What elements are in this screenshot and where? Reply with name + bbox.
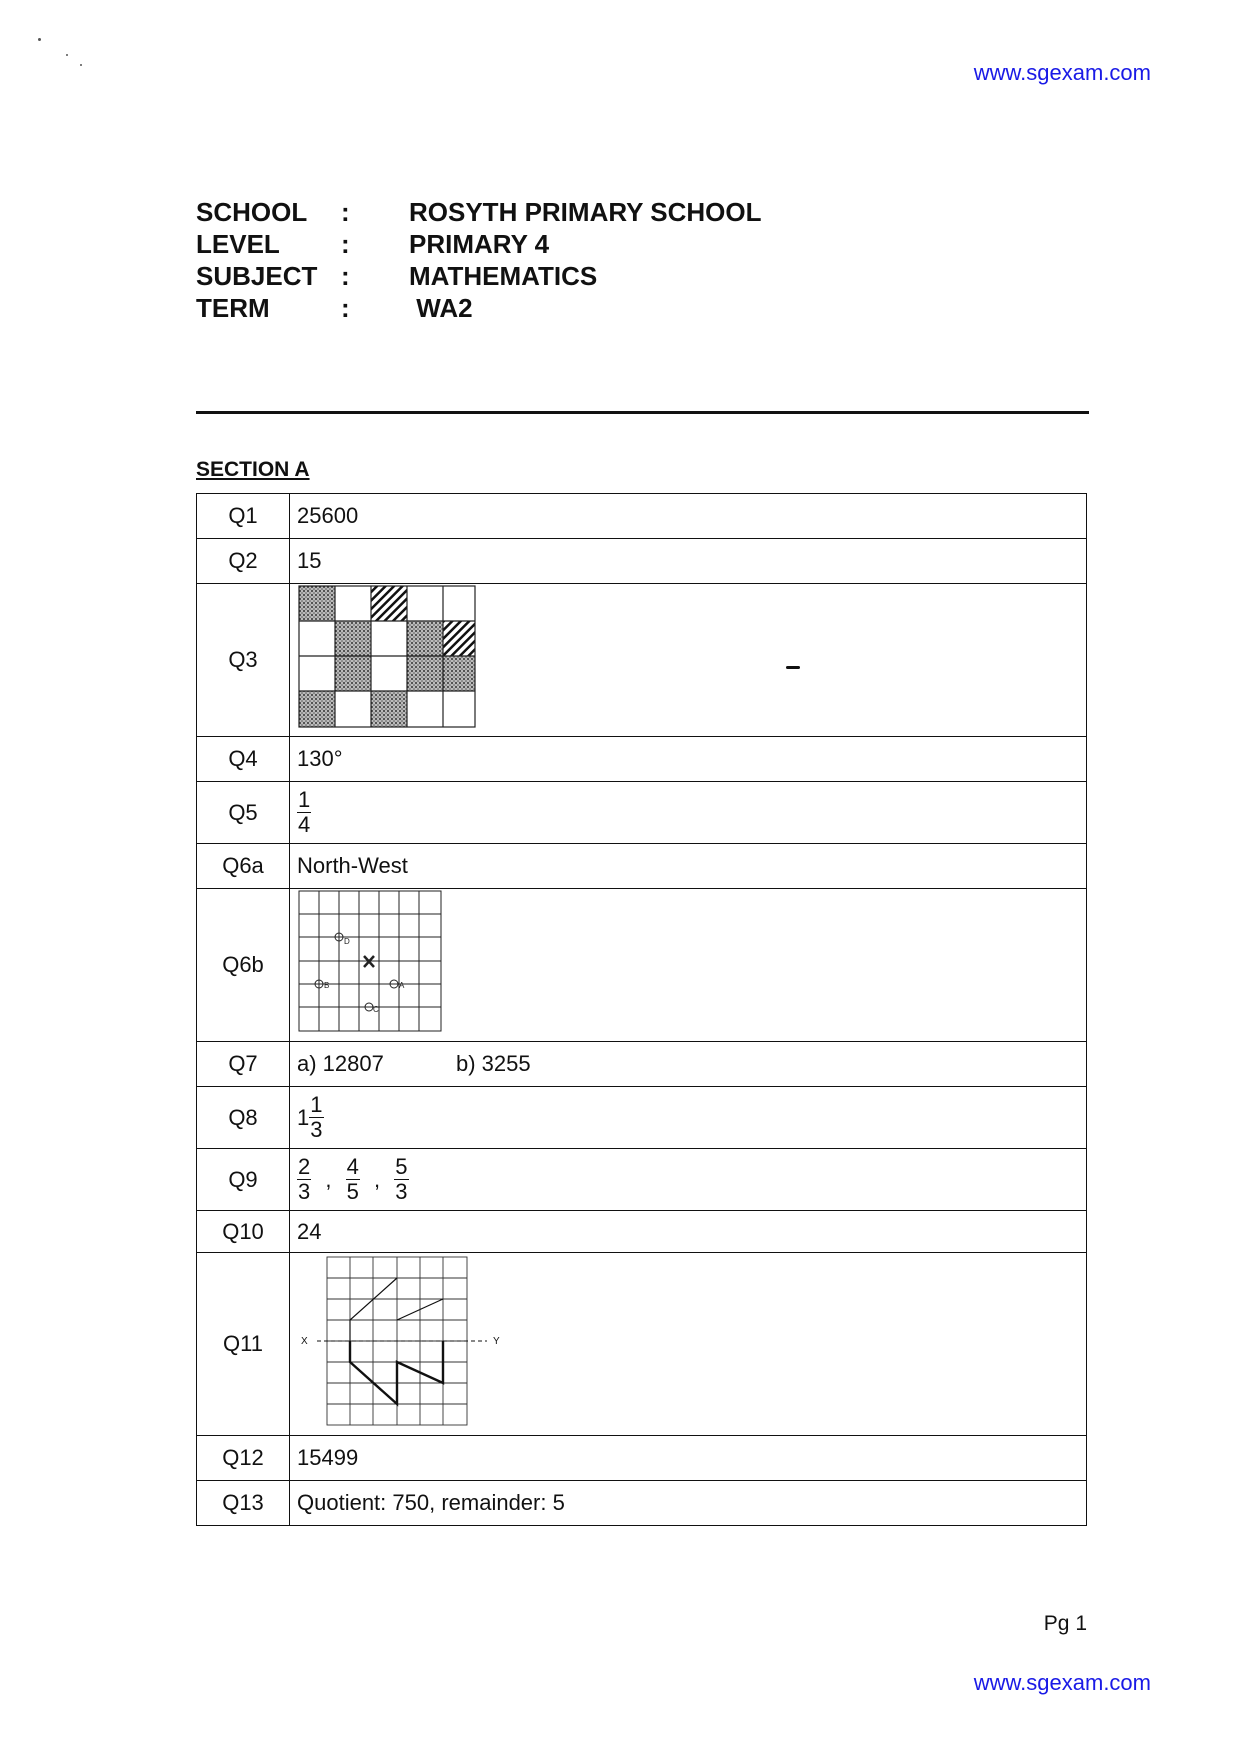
header-row-school (196, 196, 761, 228)
question-number: Q13 (197, 1481, 290, 1526)
header-row-level (196, 228, 761, 260)
fraction (309, 1093, 323, 1142)
table-row (197, 1253, 1087, 1436)
fraction-denominator: 5 (346, 1179, 359, 1204)
fraction (297, 788, 311, 837)
header-row-subject (196, 260, 761, 292)
table-row (197, 844, 1087, 889)
fraction-numerator: 1 (310, 1092, 323, 1117)
answer-text: Quotient: 750, remainder: 5 (290, 1481, 1087, 1526)
header-colon: : (341, 293, 350, 323)
fraction-denominator: 3 (310, 1117, 323, 1142)
section-title: SECTION A (196, 458, 310, 481)
fraction-numerator: 2 (298, 1154, 311, 1179)
answer-cell (290, 1253, 1087, 1436)
fraction-numerator: 4 (346, 1154, 359, 1179)
answer-text: 130° (290, 737, 1087, 782)
question-number: Q1 (197, 494, 290, 539)
answer-text: 24 (290, 1211, 1087, 1253)
table-row (197, 1149, 1087, 1211)
question-number: Q2 (197, 539, 290, 584)
question-number: Q9 (197, 1149, 290, 1211)
question-number: Q7 (197, 1042, 290, 1087)
question-number: Q11 (197, 1253, 290, 1436)
website-link-top[interactable]: www.sgexam.com (973, 60, 1151, 85)
answer-text: 15 (290, 539, 1087, 584)
question-number: Q6a (197, 844, 290, 889)
answer-cell (290, 1149, 1087, 1211)
fraction-numerator: 1 (298, 787, 311, 812)
answer-text: North-West (290, 844, 1087, 889)
header-colon: : (341, 197, 350, 227)
fraction-numerator: 5 (395, 1154, 408, 1179)
answer-cell (290, 782, 1087, 844)
answer-table (196, 493, 1087, 1526)
fraction-denominator: 4 (298, 812, 311, 837)
grid-point-label: A (399, 981, 405, 990)
table-row (197, 737, 1087, 782)
table-row (197, 539, 1087, 584)
position-grid-figure (297, 889, 445, 1035)
answer-cell (290, 1042, 1087, 1087)
table-row (197, 1481, 1087, 1526)
header-key: TERM (196, 293, 270, 323)
scan-speck (38, 38, 41, 41)
separator: , (325, 1166, 332, 1192)
grid-point-label: D (344, 937, 350, 946)
table-row (197, 584, 1087, 737)
header-value: PRIMARY 4 (409, 229, 550, 259)
mixed-number-whole: 1 (297, 1104, 310, 1130)
answer-cell (290, 584, 1087, 737)
question-number: Q10 (197, 1211, 290, 1253)
fraction (297, 1155, 311, 1204)
question-number: Q5 (197, 782, 290, 844)
header-colon: : (341, 229, 350, 259)
table-row (197, 1042, 1087, 1087)
table-row (197, 494, 1087, 539)
mixed-number (297, 1093, 324, 1142)
header-key: LEVEL (196, 229, 280, 259)
header-key: SUBJECT (196, 261, 318, 291)
axis-label-x: X (301, 1336, 308, 1347)
answer-part-a: a) 12807 (297, 1051, 384, 1076)
grid-point-label: B (324, 981, 330, 990)
answer-text: 15499 (290, 1436, 1087, 1481)
answer-text: 25600 (290, 494, 1087, 539)
answer-cell (290, 889, 1087, 1042)
scan-speck (66, 54, 68, 56)
table-row (197, 1436, 1087, 1481)
shaded-grid-figure (297, 584, 477, 730)
scan-speck (80, 64, 82, 66)
scan-speck (786, 666, 800, 669)
symmetry-grid-figure (297, 1253, 517, 1429)
exam-header (196, 196, 761, 324)
header-value: MATHEMATICS (409, 261, 598, 291)
separator: , (374, 1166, 381, 1192)
grid-point-label: C (373, 1005, 379, 1014)
website-link-bottom[interactable]: www.sgexam.com (973, 1670, 1151, 1695)
header-colon: : (341, 261, 350, 291)
header-divider (196, 411, 1089, 414)
question-number: Q4 (197, 737, 290, 782)
fraction (346, 1155, 360, 1204)
fraction (394, 1155, 408, 1204)
table-row (197, 1211, 1087, 1253)
header-value: WA2 (409, 293, 473, 323)
table-row (197, 889, 1087, 1042)
question-number: Q8 (197, 1087, 290, 1149)
answer-cell (290, 1087, 1087, 1149)
answer-part-b: b) 3255 (455, 1051, 531, 1076)
header-row-term (196, 292, 761, 324)
page-number: Pg 1 (1043, 1612, 1087, 1635)
header-key: SCHOOL (196, 197, 308, 227)
question-number: Q12 (197, 1436, 290, 1481)
table-row (197, 1087, 1087, 1149)
fraction-denominator: 3 (395, 1179, 408, 1204)
table-row (197, 782, 1087, 844)
question-number: Q6b (197, 889, 290, 1042)
header-value: ROSYTH PRIMARY SCHOOL (409, 197, 762, 227)
fraction-denominator: 3 (298, 1179, 311, 1204)
question-number: Q3 (197, 584, 290, 737)
axis-label-y: Y (493, 1336, 500, 1347)
